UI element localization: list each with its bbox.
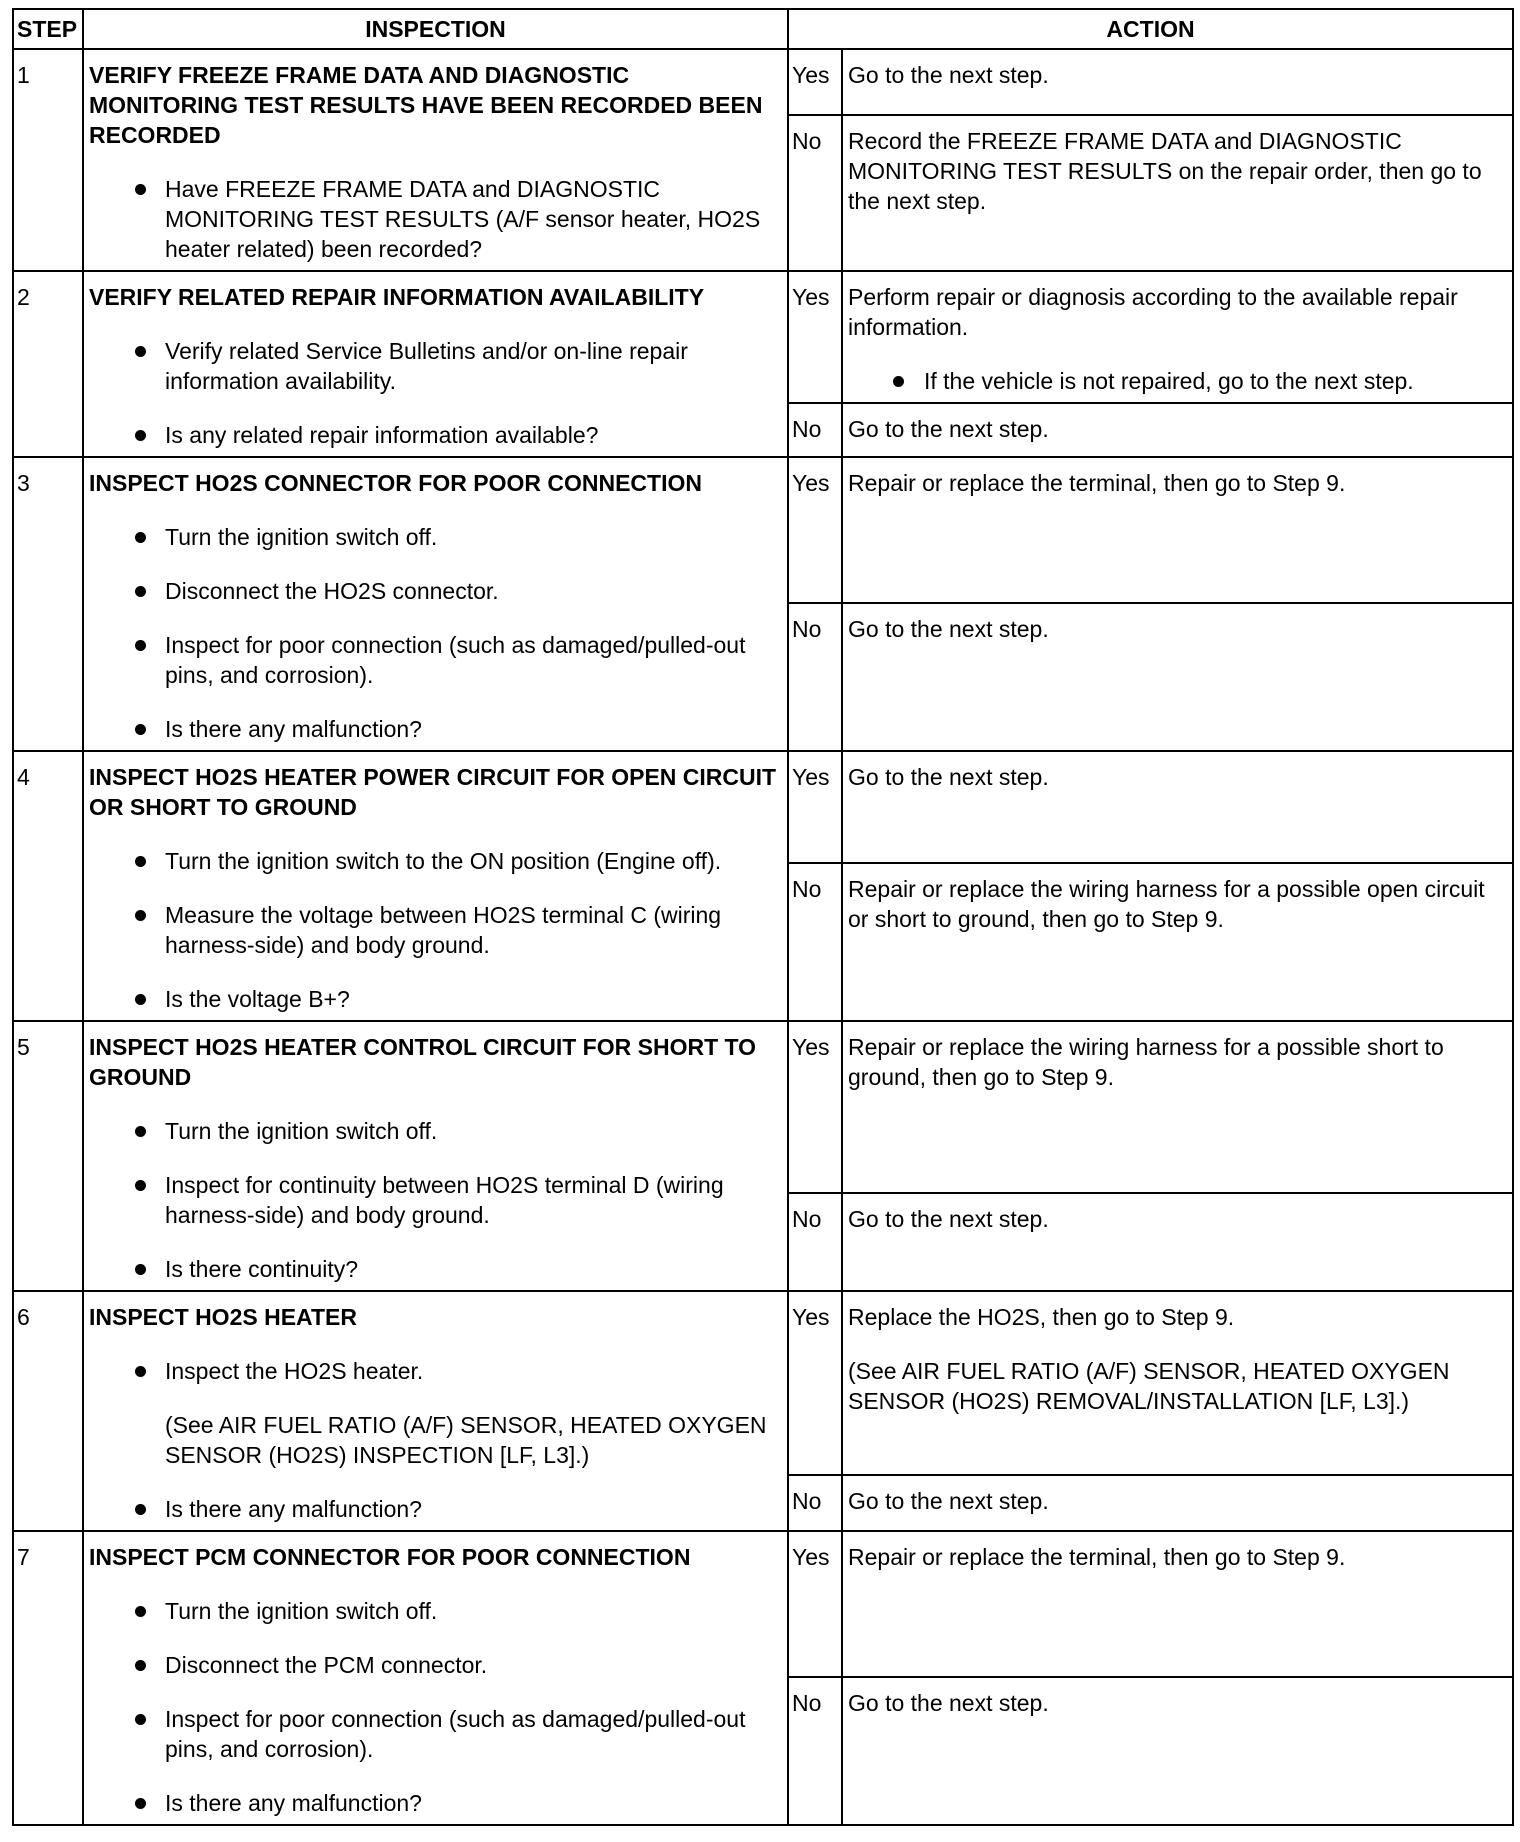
step-3-yes-action: Repair or replace the terminal, then go to Step 9. (842, 457, 1513, 603)
step-5-inspection (83, 1021, 788, 1291)
step-2-item-2: Is any related repair information available? (89, 420, 782, 450)
step-5-yes-row (13, 1021, 1513, 1193)
step-7-yes-action: Repair or replace the terminal, then go to Step 9. (842, 1531, 1513, 1677)
step-6-no-label: No (788, 1475, 842, 1531)
step-column-header: STEP (13, 9, 83, 49)
step-2-item-1: Verify related Service Bulletins and/or on-line repair information availability. (89, 336, 782, 396)
step-2-no-label: No (788, 403, 842, 457)
step-6-yes-reference: (See AIR FUEL RATIO (A/F) SENSOR, HEATED OXYGEN SENSOR (HO2S) REMOVAL/INSTALLATION [LF, L3].) (848, 1358, 1450, 1414)
step-2-no-action: Go to the next step. (842, 403, 1513, 457)
step-1-number: 1 (13, 49, 83, 271)
step-4-yes-label: Yes (788, 751, 842, 863)
step-5-yes-label: Yes (788, 1021, 842, 1193)
step-1-no-label: No (788, 115, 842, 271)
step-4-yes-row (13, 751, 1513, 863)
step-6-title: INSPECT HO2S HEATER (89, 1304, 357, 1330)
step-5-item-3: Is there continuity? (89, 1254, 782, 1284)
step-3-item-3: Inspect for poor connection (such as damaged/pulled-out pins, and corrosion). (89, 630, 782, 690)
step-1-yes-label: Yes (788, 49, 842, 115)
step-5-title: INSPECT HO2S HEATER CONTROL CIRCUIT FOR SHORT TO GROUND (89, 1034, 757, 1090)
step-7-no-label: No (788, 1677, 842, 1825)
step-7-item-1: Turn the ignition switch off. (89, 1596, 782, 1626)
step-6-yes-text: Replace the HO2S, then go to Step 9. (848, 1304, 1235, 1330)
step-5-item-2: Inspect for continuity between HO2S terminal D (wiring harness-side) and body ground. (89, 1170, 782, 1230)
step-3-item-2: Disconnect the HO2S connector. (89, 576, 782, 606)
step-3-inspection (83, 457, 788, 751)
step-4-number: 4 (13, 751, 83, 1021)
step-6-yes-action (842, 1291, 1513, 1475)
step-2-yes-bullet: If the vehicle is not repaired, go to the next step. (848, 366, 1507, 396)
step-7-yes-label: Yes (788, 1531, 842, 1677)
step-1-title: VERIFY FREEZE FRAME DATA AND DIAGNOSTIC MONITORING TEST RESULTS HAVE BEEN RECORDED BEEN RECORDED (89, 62, 763, 148)
step-3-title: INSPECT HO2S CONNECTOR FOR POOR CONNECTION (89, 470, 702, 496)
step-6-item-2: Is there any malfunction? (89, 1494, 782, 1524)
step-6-item-reference: (See AIR FUEL RATIO (A/F) SENSOR, HEATED OXYGEN SENSOR (HO2S) INSPECTION [LF, L3].) (165, 1412, 767, 1468)
step-7-item-2: Disconnect the PCM connector. (89, 1650, 782, 1680)
diagnostic-procedure-sheet (12, 8, 1512, 1826)
inspection-column-header: INSPECTION (83, 9, 788, 49)
step-7-no-action: Go to the next step. (842, 1677, 1513, 1825)
step-4-inspection (83, 751, 788, 1021)
step-3-yes-row (13, 457, 1513, 603)
step-4-no-action: Repair or replace the wiring harness for a possible open circuit or short to ground, then go to Step 9. (842, 863, 1513, 1021)
step-3-yes-label: Yes (788, 457, 842, 603)
step-6-yes-row (13, 1291, 1513, 1475)
step-1-item-1: Have FREEZE FRAME DATA and DIAGNOSTIC MONITORING TEST RESULTS (A/F sensor heater, HO2S heater related) been recorded? (89, 174, 782, 264)
step-1-yes-row (13, 49, 1513, 115)
step-7-item-3: Inspect for poor connection (such as damaged/pulled-out pins, and corrosion). (89, 1704, 782, 1764)
step-1-inspection (83, 49, 788, 271)
step-3-no-action: Go to the next step. (842, 603, 1513, 751)
step-1-yes-action: Go to the next step. (842, 49, 1513, 115)
step-3-item-4: Is there any malfunction? (89, 714, 782, 744)
step-7-inspection (83, 1531, 788, 1825)
step-4-yes-action: Go to the next step. (842, 751, 1513, 863)
step-5-no-label: No (788, 1193, 842, 1291)
step-2-yes-row (13, 271, 1513, 403)
step-5-yes-action: Repair or replace the wiring harness for a possible short to ground, then go to Step 9. (842, 1021, 1513, 1193)
step-6-number: 6 (13, 1291, 83, 1531)
step-7-yes-row (13, 1531, 1513, 1677)
step-2-inspection (83, 271, 788, 457)
step-6-item-1: Inspect the HO2S heater. (89, 1356, 782, 1386)
step-4-item-2: Measure the voltage between HO2S terminal C (wiring harness-side) and body ground. (89, 900, 782, 960)
step-2-yes-text: Perform repair or diagnosis according to the available repair information. (848, 284, 1458, 340)
step-2-title: VERIFY RELATED REPAIR INFORMATION AVAILABILITY (89, 284, 705, 310)
step-1-no-action: Record the FREEZE FRAME DATA and DIAGNOSTIC MONITORING TEST RESULTS on the repair order, then go to the next step. (842, 115, 1513, 271)
step-3-no-label: No (788, 603, 842, 751)
step-6-no-action: Go to the next step. (842, 1475, 1513, 1531)
step-5-no-action: Go to the next step. (842, 1193, 1513, 1291)
table-header-row (13, 9, 1513, 49)
step-4-item-1: Turn the ignition switch to the ON position (Engine off). (89, 846, 782, 876)
diagnostic-procedure-table (12, 8, 1514, 1826)
step-3-number: 3 (13, 457, 83, 751)
step-6-yes-label: Yes (788, 1291, 842, 1475)
step-2-yes-label: Yes (788, 271, 842, 403)
step-4-no-label: No (788, 863, 842, 1021)
step-2-number: 2 (13, 271, 83, 457)
step-3-item-1: Turn the ignition switch off. (89, 522, 782, 552)
step-7-title: INSPECT PCM CONNECTOR FOR POOR CONNECTION (89, 1544, 691, 1570)
step-2-yes-action (842, 271, 1513, 403)
step-4-title: INSPECT HO2S HEATER POWER CIRCUIT FOR OPEN CIRCUIT OR SHORT TO GROUND (89, 764, 777, 820)
step-7-item-4: Is there any malfunction? (89, 1788, 782, 1818)
action-column-header: ACTION (788, 9, 1513, 49)
step-5-item-1: Turn the ignition switch off. (89, 1116, 782, 1146)
step-5-number: 5 (13, 1021, 83, 1291)
step-7-number: 7 (13, 1531, 83, 1825)
step-4-item-3: Is the voltage B+? (89, 984, 782, 1014)
step-6-inspection (83, 1291, 788, 1531)
